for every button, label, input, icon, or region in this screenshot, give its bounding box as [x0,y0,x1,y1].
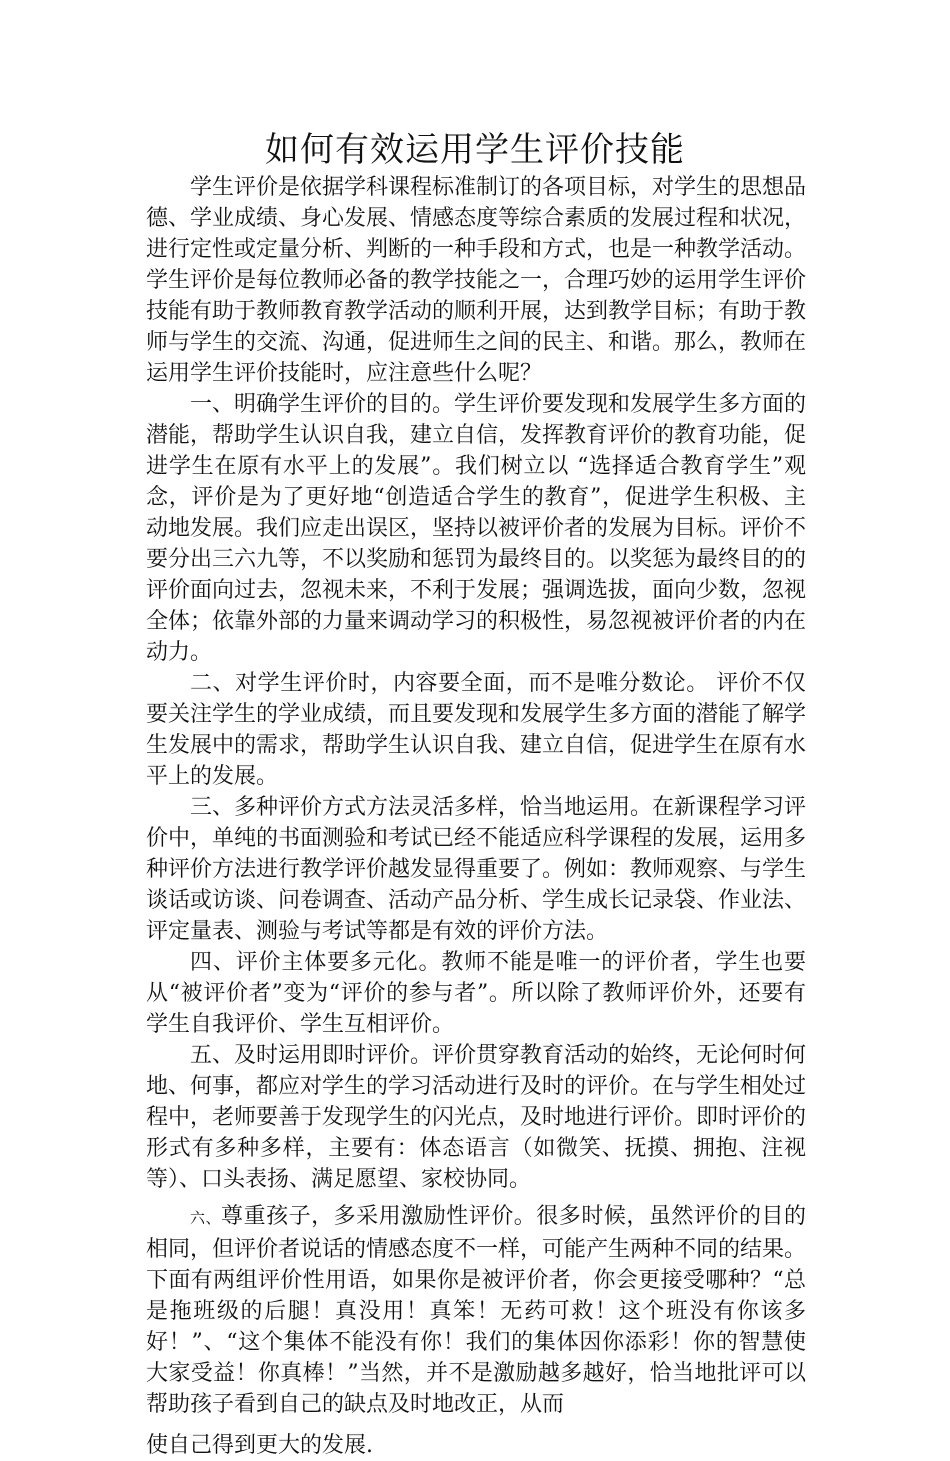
paragraph-point-2: 二、对学生评价时，内容要全面，而不是唯分数论。 评价不仅要关注学生的学业成绩，而且要发现和发展学生多方面的潜能了解学生发展中的需求，帮助学生认识自我、建立自信，促进学生在原有水平上的发展。 [146,671,807,789]
paragraph-intro: 学生评价是依据学科课程标准制订的各项目标，对学生的思想品德、学业成绩、身心发展、情感态度等综合素质的发展过程和状况，进行定性或定量分析、判断的一种手段和方式，也是一种教学活动。学生评价是每位教师必备的教学技能之一，合理巧妙的运用学生评价技能有助于教师教育教学活动的顺利开展，达到教学目标；有助于教师与学生的交流、沟通，促进师生之间的民主、和谐。那么，教师在运用学生评价技能时，应注意些什么呢？ [146,175,807,386]
paragraph-point-3: 三、多种评价方式方法灵活多样，恰当地运用。在新课程学习评价中，单纯的书面测验和考试已经不能适应科学课程的发展，运用多种评价方法进行教学评价越发显得重要了。例如：教师观察、与学生谈话或访谈、问卷调查、活动产品分析、学生成长记录袋、作业法、评定量表、测验与考试等都是有效的评价方法。 [146,795,807,944]
paragraph-final-line: 使自己得到更大的发展. [146,1433,373,1458]
paragraph-point-4: 四、评价主体要多元化。教师不能是唯一的评价者，学生也要从“被评价者”变为“评价的参与者”。所以除了教师评价外，还要有学生自我评价、学生互相评价。 [146,950,806,1037]
document-body [146,172,806,1461]
paragraph-point-6-text: 尊重孩子，多采用激励性评价。很多时候，虽然评价的目的相同，但评价者说话的情感态度不一样，可能产生两种不同的结果。下面有两组评价性用语，如果你是被评价者，你会更接受哪种？“总是拖班级的后腿！真没用！真笨！无药可救！这个班没有你该多好！”、“这个集体不能没有你！我们的集体因你添彩！你的智慧使大家受益！你真棒！”当然，并不是激励越多越好，恰当地批评可以帮助孩子看到自己的缺点及时地改正，从而 [146,1204,807,1417]
paragraph-point-1: 一、明确学生评价的目的。学生评价要发现和发展学生多方面的潜能，帮助学生认识自我，建立自信，发挥教育评价的教育功能，促进学生在原有水平上的发展”。我们树立以 “选择适合教育学生”观念，评价是为了更好地“创造适合学生的教育”，促进学生积极、主动地发展。我们应走出误区，坚持以被评价者的发展为目标。评价不要分出三六九等，不以奖励和惩罚为最终目的。以奖惩为最终目的的评价面向过去，忽视未来，不利于发展；强调选拔，面向少数，忽视全体；依靠外部的力量来调动学习的积极性，易忽视被评价者的内在动力。 [146,392,807,665]
paragraph-point-6 [146,1201,806,1420]
paragraph-point-6-number: 六、 [190,1209,222,1227]
document-title: 如何有效运用学生评价技能 [265,130,685,170]
paragraph-point-5: 五、及时运用即时评价。评价贯穿教育活动的始终，无论何时何地、何事，都应对学生的学习活动进行及时的评价。在与学生相处过程中，老师要善于发现学生的闪光点，及时地进行评价。即时评价的形式有多种多样，主要有：体态语言（如微笑、抚摸、拥抱、注视等）、口头表扬、满足愿望、家校协同。 [146,1043,807,1192]
